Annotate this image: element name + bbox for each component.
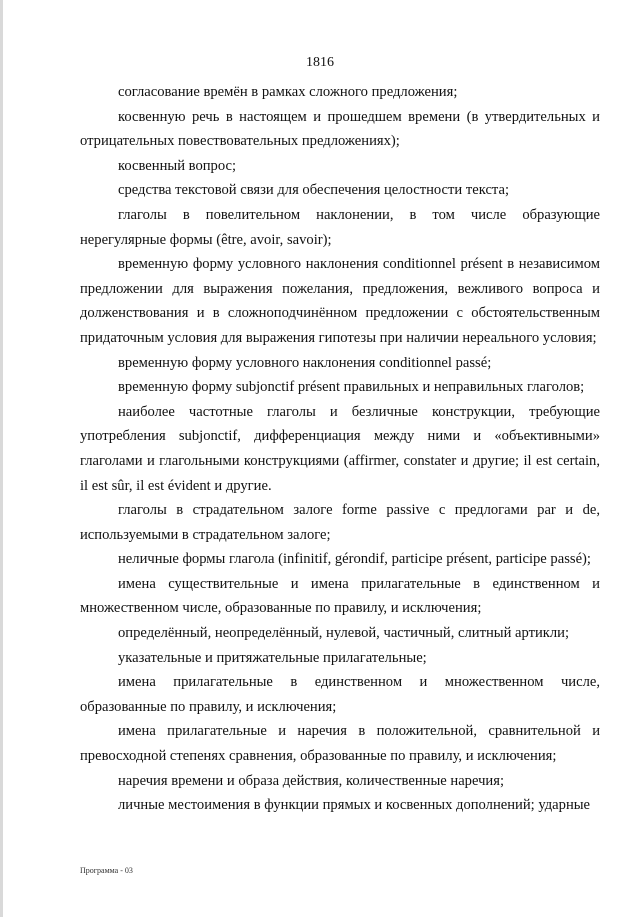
paragraph: неличные формы глагола (infinitif, gérondif, participe présent, participe passé); <box>118 551 591 568</box>
paragraph: наречия времени и образа действия, количественные наречия; <box>118 772 505 789</box>
page-number: 1816 <box>306 55 334 70</box>
paragraph: имена прилагательные в единственном и множественном числе, образованные по правилу, и исключения; <box>80 674 600 715</box>
paragraph: согласование времён в рамках сложного предложения; <box>118 84 458 100</box>
paragraph: косвенный вопрос; <box>118 157 237 174</box>
paragraph: личные местоимения в функции прямых и косвенных дополнений; ударные <box>118 797 591 814</box>
paragraph: имена существительные и имена прилагательные в единственном и множественном числе, образованные по правилу, и исключения; <box>80 575 600 617</box>
paragraph: имена прилагательные и наречия в положительной, сравнительной и превосходной степенях сравнения, образованные по правилу, и исключения; <box>80 723 600 765</box>
paragraph: глаголы в повелительном наклонении, в том числе образующие нерегулярные формы (être, avoir, savoir); <box>80 206 600 248</box>
paragraph: определённый, неопределённый, нулевой, частичный, слитный артикли; <box>118 625 570 642</box>
footer-label: Программа - 03 <box>80 866 133 875</box>
paragraph: временную форму условного наклонения conditionnel présent в независимом предложении для выражения пожелания, предложения, вежливого вопроса и долженствования и в сложноподчинённом предложении с обстоятельственным придаточным условия для выражения гипотезы при наличии нереального условия; <box>80 256 600 346</box>
paragraph: косвенную речь в настоящем и прошедшем времени (в утвердительных и отрицательных повествовательных предложениях); <box>80 108 600 150</box>
paragraph: наиболее частотные глаголы и безличные конструкции, требующие употребления subjonctif, дифференциация между ними и «объективными» глаголами и глагольными конструкциями (affirmer, constater и другие; il est certain, il est sûr, il est évident и другие. <box>80 403 600 494</box>
paragraph: глаголы в страдательном залоге forme passive с предлогами par и de, используемыми в страдательном залоге; <box>80 502 600 543</box>
document-body <box>80 80 600 818</box>
paragraph: временную форму условного наклонения conditionnel passé; <box>118 354 492 371</box>
paragraph: средства текстовой связи для обеспечения целостности текста; <box>118 182 510 199</box>
paragraph: указательные и притяжательные прилагательные; <box>118 649 427 666</box>
paragraph: временную форму subjonctif présent правильных и неправильных глаголов; <box>118 379 585 396</box>
